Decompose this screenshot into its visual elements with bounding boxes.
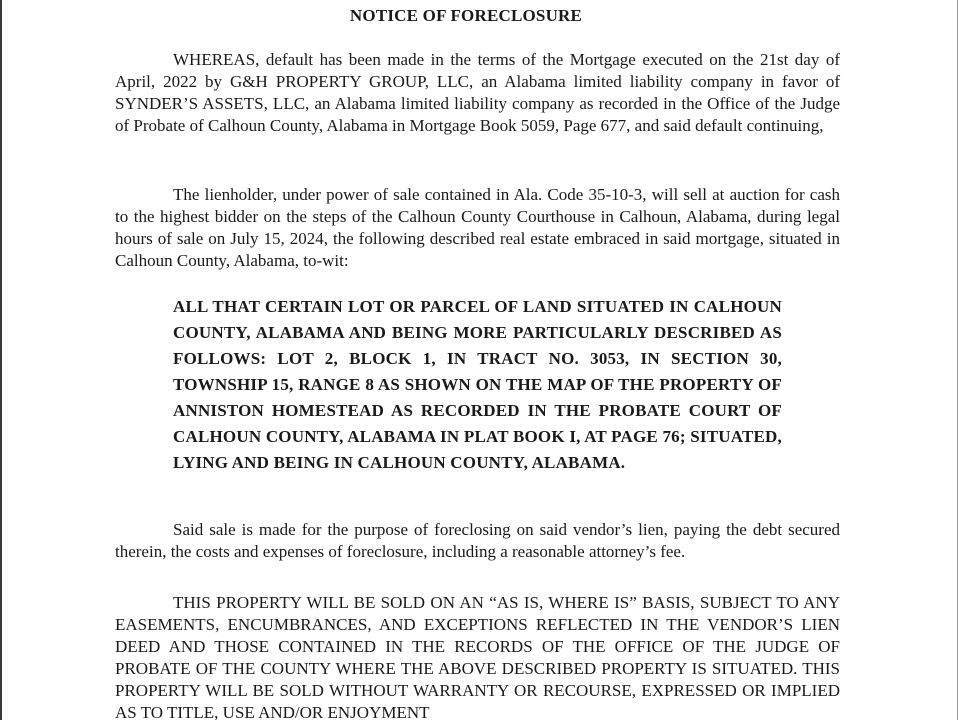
page-edge-left (0, 0, 2, 720)
legal-description: ALL THAT CERTAIN LOT OR PARCEL OF LAND SITUATED IN CALHOUN COUNTY, ALABAMA AND BEING MORE PARTICULARLY DESCRIBED AS FOLLOWS: LOT 2, BLOCK 1, IN TRACT NO. 3053, IN SECTION 30, TOWNSHIP 15, RANGE 8 AS SHOWN ON THE MAP OF THE PROPERTY OF ANNISTON HOMESTEAD AS RECORDED IN THE PROBATE COURT OF CALHOUN COUNTY, ALABAMA IN PLAT BOOK I, AT PAGE 76; SITUATED, LYING AND BEING IN CALHOUN COUNTY, ALABAMA. (173, 297, 782, 472)
whereas-paragraph: WHEREAS, default has been made in the terms of the Mortgage executed on the 21st day of April, 2022 by G&H PROPERTY GROUP, LLC, an Alabama limited liability company in favor of SYNDER’S ASSETS, LLC, an Alabama limited liability company as recorded in the Office of the Judge of Probate of Calhoun County, Alabama in Mortgage Book 5059, Page 677, and said default continuing, (115, 50, 840, 135)
sale-purpose-paragraph: Said sale is made for the purpose of foreclosing on said vendor’s lien, paying the debt secured therein, the costs and expenses of foreclosure, including a reasonable attorney’s fee. (115, 520, 840, 561)
as-is-disclaimer-paragraph: THIS PROPERTY WILL BE SOLD ON AN “AS IS, WHERE IS” BASIS, SUBJECT TO ANY EASEMENTS, ENCUMBRANCES, AND EXCEPTIONS REFLECTED IN THE VENDOR’S LIEN DEED AND THOSE CONTAINED IN THE RECORDS OF THE OFFICE OF THE JUDGE OF PROBATE OF THE COUNTY WHERE THE ABOVE DESCRIBED PROPERTY IS SITUATED. THIS PROPERTY WILL BE SOLD WITHOUT WARRANTY OR RECOURSE, EXPRESSED OR IMPLIED AS TO TITLE, USE AND/OR ENJOYMENT (115, 593, 840, 720)
sale-terms-paragraph: The lienholder, under power of sale contained in Ala. Code 35-10-3, will sell at auction for cash to the highest bidder on the steps of the Calhoun County Courthouse in Calhoun, Alabama, during legal hours of sale on July 15, 2024, the following described real estate embraced in said mortgage, situated in Calhoun County, Alabama, to-wit: (115, 185, 840, 270)
page-title: NOTICE OF FORECLOSURE (349, 6, 583, 25)
page-edge-right (957, 0, 958, 720)
